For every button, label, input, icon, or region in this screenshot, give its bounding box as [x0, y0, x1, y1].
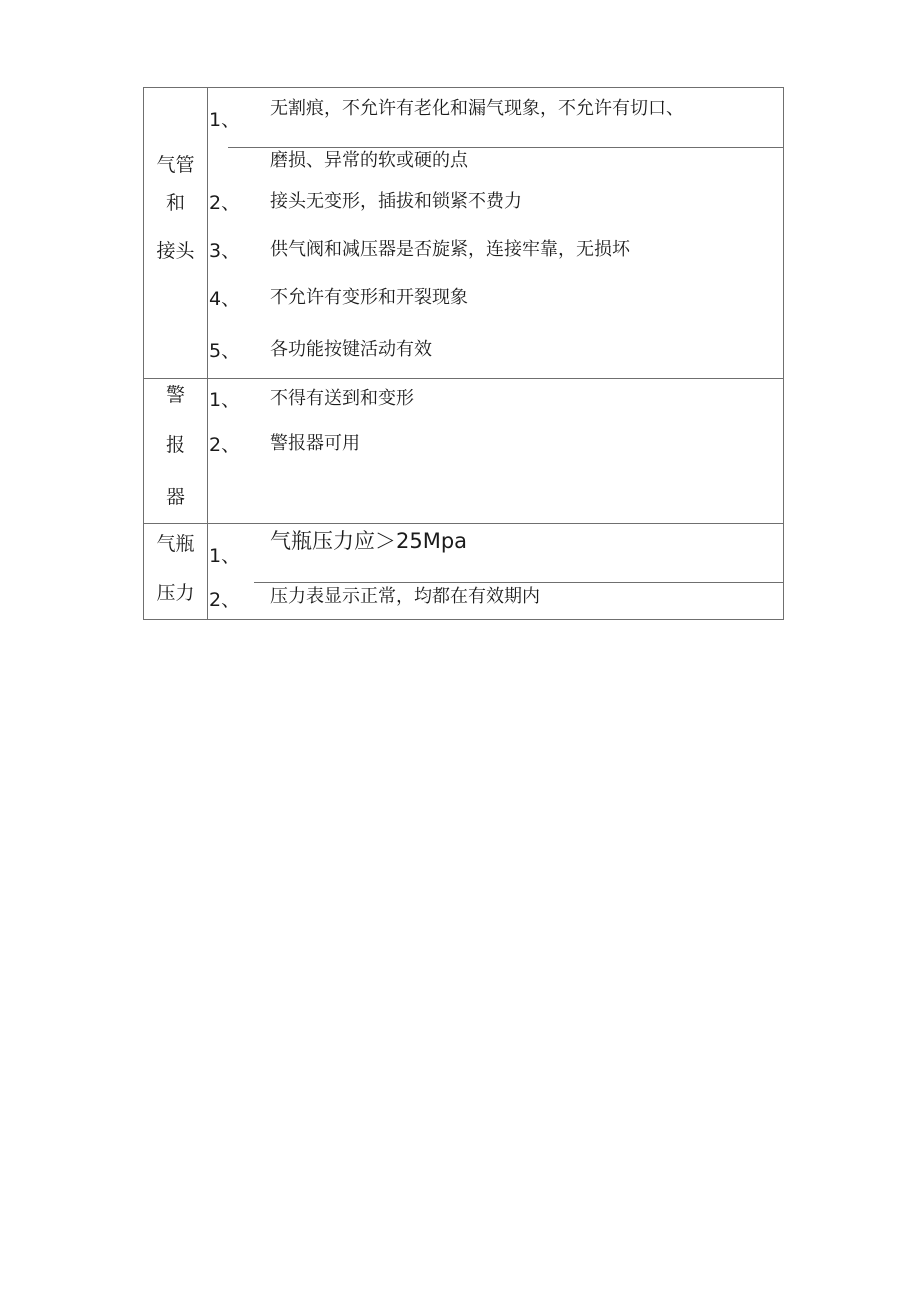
item-text: 不得有送到和变形: [270, 388, 414, 409]
row-divider: [228, 147, 783, 148]
item-text: 供气阀和减压器是否旋紧，连接牢靠，无损坏: [270, 239, 630, 260]
item-number: 4、: [209, 288, 241, 310]
category-label: 器: [165, 486, 185, 508]
category-label: 气瓶: [156, 533, 195, 555]
item-number: 2、: [209, 434, 241, 456]
item-number: 1、: [209, 109, 241, 131]
item-text: 接头无变形，插拔和锁紧不费力: [270, 191, 522, 212]
category-label: 气管: [156, 154, 195, 176]
item-text: 气瓶压力应＞25Mpa: [270, 529, 468, 553]
category-label: 压力: [156, 582, 195, 604]
item-text: 不允许有变形和开裂现象: [270, 287, 468, 308]
item-text: 压力表显示正常，均都在有效期内: [270, 586, 540, 607]
inspection-table: [143, 87, 784, 620]
row-divider: [254, 582, 783, 583]
section-divider: [144, 523, 783, 524]
category-label: 接头: [156, 240, 195, 262]
section-divider: [144, 378, 783, 379]
item-number: 5、: [209, 340, 241, 362]
item-number: 2、: [209, 192, 241, 214]
item-number: 3、: [209, 240, 241, 262]
item-number: 2、: [209, 589, 241, 611]
category-label: 报: [165, 434, 185, 456]
category-label: 和: [165, 192, 185, 214]
item-text: 无割痕，不允许有老化和漏气现象，不允许有切口、: [270, 98, 684, 119]
category-label: 警: [165, 384, 185, 406]
item-text: 磨损、异常的软或硬的点: [270, 150, 468, 171]
item-text: 警报器可用: [270, 433, 360, 454]
item-number: 1、: [209, 389, 241, 411]
item-text: 各功能按键活动有效: [270, 339, 432, 360]
column-divider: [207, 88, 208, 619]
item-number: 1、: [209, 545, 241, 567]
